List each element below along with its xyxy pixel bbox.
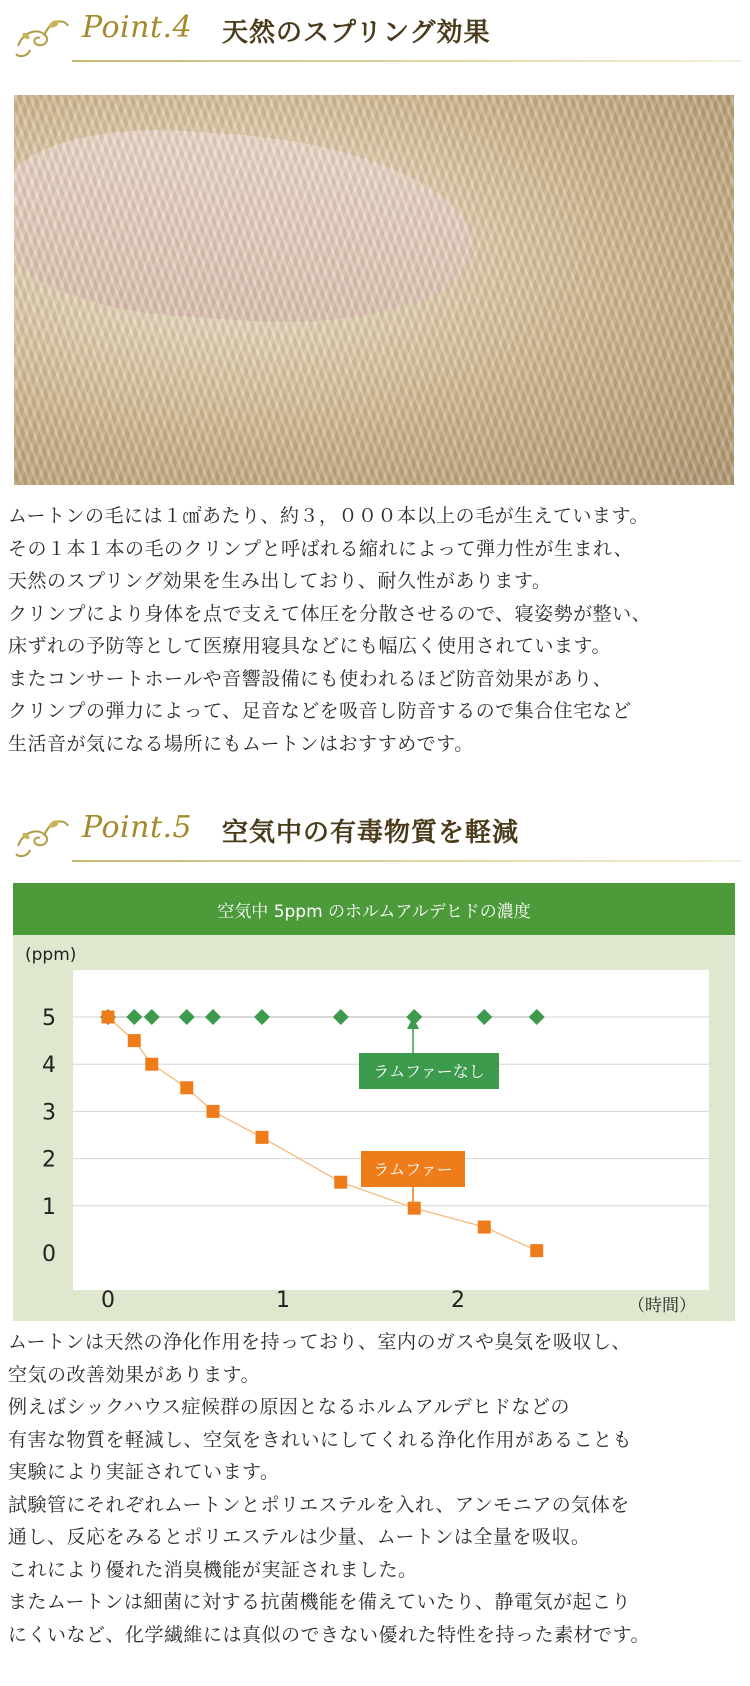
section5-paragraph bbox=[8, 1326, 748, 1651]
sheepskin-hand-photo bbox=[14, 95, 734, 485]
point-fur bbox=[256, 1131, 269, 1144]
section5-line: 例えばシックハウス症候群の原因となるホルムアルデヒドなどの bbox=[8, 1396, 570, 1418]
flourish-icon bbox=[10, 806, 70, 862]
section4-line: クリンプの弾力によって、足音などを吸音し防音するので集合住宅など bbox=[8, 700, 632, 722]
y-tick-label: 2 bbox=[42, 1147, 56, 1173]
section4-title: 天然のスプリング効果 bbox=[222, 18, 491, 48]
callout-no-fur-label: ラムファーなし bbox=[373, 1062, 485, 1081]
section5-line: にくいなど、化学繊維には真似のできない優れた特性を持った素材です。 bbox=[8, 1623, 650, 1646]
point-fur bbox=[207, 1105, 220, 1118]
point-fur bbox=[530, 1244, 543, 1257]
section4-divider bbox=[72, 60, 742, 62]
section4-line: その１本１本の毛のクリンプと呼ばれる縮れによって弾力性が生まれ、 bbox=[8, 537, 634, 560]
x-tick-label: 2 bbox=[451, 1288, 465, 1313]
x-axis-label: （時間） bbox=[628, 1296, 696, 1316]
section5-point-label: Point.5 bbox=[82, 810, 193, 845]
section5-line: 実験により実証されています。 bbox=[8, 1461, 280, 1483]
flourish-icon bbox=[10, 6, 70, 62]
section5-title: 空気中の有毒物質を軽減 bbox=[222, 818, 520, 848]
x-tick-label: 0 bbox=[101, 1288, 115, 1313]
y-tick-label: 4 bbox=[42, 1053, 56, 1079]
point-fur bbox=[102, 1011, 115, 1024]
section5-line: 有害な物質を軽減し、空気をきれいにしてくれる浄化作用があることも bbox=[8, 1428, 633, 1451]
point-fur bbox=[145, 1058, 158, 1071]
section5-line: これにより優れた消臭機能が実証されました。 bbox=[8, 1558, 418, 1581]
section5-line: 空気の改善効果があります。 bbox=[8, 1363, 260, 1386]
section4-line: 床ずれの予防等として医療用寝具などにも幅広く使用されています。 bbox=[8, 635, 611, 657]
y-tick-label: 5 bbox=[42, 1006, 56, 1031]
point-fur bbox=[478, 1221, 491, 1234]
plot-area bbox=[73, 970, 709, 1290]
section5-divider bbox=[72, 860, 742, 862]
section5-line: またムートンは細菌に対する抗菌機能を備えていたり、静電気が起こり bbox=[8, 1591, 632, 1613]
callout-fur-label: ラムファー bbox=[373, 1160, 453, 1179]
y-tick-label: 3 bbox=[42, 1100, 56, 1126]
formaldehyde-chart bbox=[13, 935, 735, 1321]
y-axis-label: (ppm) bbox=[25, 945, 77, 965]
section5-heading bbox=[0, 800, 750, 870]
point-fur bbox=[334, 1176, 347, 1189]
chart-frame bbox=[13, 883, 735, 1321]
point-fur bbox=[128, 1034, 141, 1047]
point-fur bbox=[180, 1081, 193, 1094]
section5-line: ムートンは天然の浄化作用を持っており、室内のガスや臭気を吸収し、 bbox=[8, 1331, 632, 1353]
chart-title: 空気中 5ppm のホルムアルデヒドの濃度 bbox=[13, 883, 735, 935]
y-tick-label: 1 bbox=[42, 1194, 56, 1220]
section4-line: クリンプにより身体を点で支えて体圧を分散させるので、寝姿勢が整い、 bbox=[8, 602, 652, 625]
section5-line: 通し、反応をみるとポリエステルは少量、ムートンは全量を吸収。 bbox=[8, 1526, 591, 1548]
section4-line: またコンサートホールや音響設備にも使われるほど防音効果があり、 bbox=[8, 667, 613, 690]
x-tick-label: 1 bbox=[276, 1288, 290, 1313]
section4-line: 天然のスプリング効果を生み出しており、耐久性があります。 bbox=[8, 570, 552, 592]
y-tick-label: 0 bbox=[42, 1242, 56, 1267]
section4-point-label: Point.4 bbox=[82, 10, 193, 45]
section4-line: ムートンの毛には１㎠あたり、約３，０００本以上の毛が生えています。 bbox=[8, 505, 650, 527]
section4-paragraph bbox=[8, 500, 748, 760]
section5-line: 試験管にそれぞれムートンとポリエステルを入れ、アンモニアの気体を bbox=[8, 1493, 630, 1516]
section4-line: 生活音が気になる場所にもムートンはおすすめです。 bbox=[8, 732, 474, 755]
fur-texture bbox=[14, 95, 734, 485]
section4-heading bbox=[0, 0, 750, 70]
